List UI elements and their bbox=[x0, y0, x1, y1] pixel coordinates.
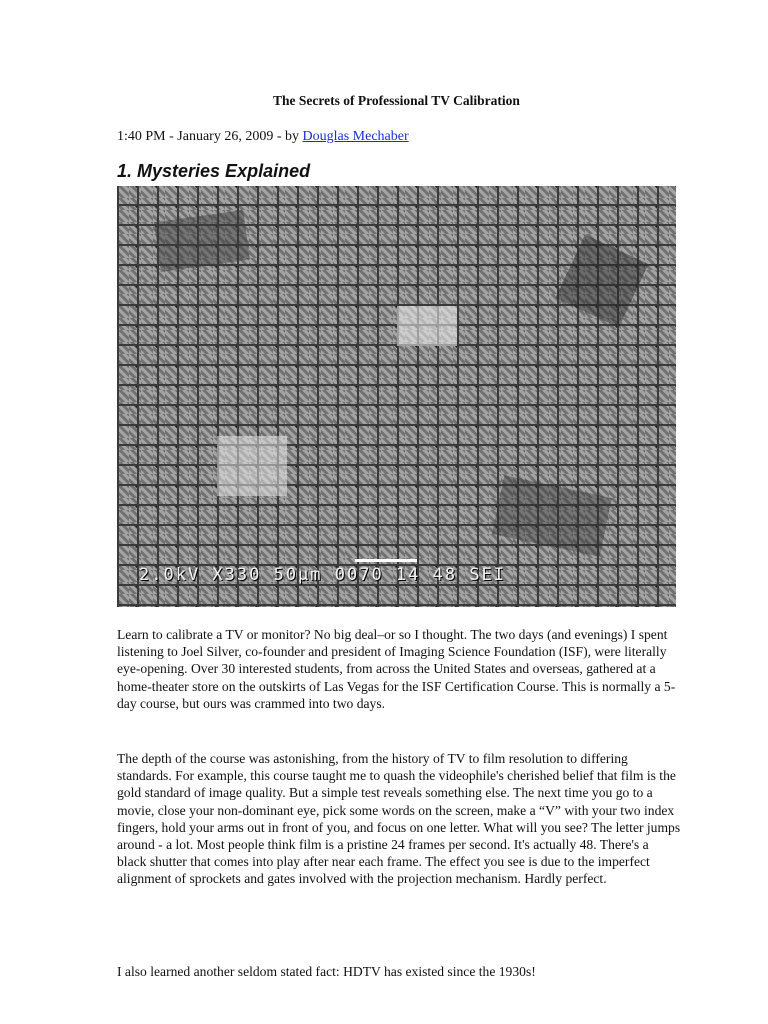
image-texture-patch bbox=[492, 475, 612, 557]
image-caption: 2.0kV X330 50µm 0070 14 48 SEI bbox=[139, 565, 507, 585]
section-heading: 1. Mysteries Explained bbox=[117, 161, 311, 181]
scale-bar bbox=[355, 559, 417, 562]
author-link[interactable]: Douglas Mechaber bbox=[302, 129, 409, 144]
image-texture-patch bbox=[217, 436, 287, 496]
paragraph-hdtv-fact: I also learned another seldom stated fact: HDTV has existed since the 1930s! bbox=[117, 964, 536, 979]
paragraph-intro: Learn to calibrate a TV or monitor? No big deal–or so I thought. The two days (and evenings) I spent listening to Joel Silver, co-founder and president of Imaging Science Foundation (ISF), were literally eye-opening. Over 30 interested students, from across the United States and overseas, gathered at a home-theater store on the outskirts of Las Vegas for the ISF Certification Course. This is normally a 5-day course, but ours was crammed into two days. bbox=[117, 627, 676, 711]
article-title: The Secrets of Professional TV Calibration bbox=[273, 93, 520, 108]
image-texture-patch bbox=[397, 306, 457, 346]
image-texture-patch bbox=[555, 234, 648, 327]
byline-datetime: 1:40 PM - January 26, 2009 - by bbox=[117, 129, 303, 144]
image-texture-patch bbox=[154, 210, 250, 272]
microscope-image bbox=[117, 186, 676, 607]
paragraph-course-depth: The depth of the course was astonishing, from the history of TV to film resolution to differing standards. For example, this course taught me to quash the videophile's cherished belief that film is the gold standard of image quality. But a simple test reveals something else. The next time you go to a movie, close your non-dominant eye, pick some words on the screen, make a “V” with your two index fingers, hold your arms out in front of you, and focus on one letter. What will you see? The letter jumps around - a lot. Most people think film is a pristine 24 frames per second. It's actually 48. There's a black shutter that comes into play after near each frame. The effect you see is due to the imperfect alignment of sprockets and gates involved with the projection mechanism. Hardly perfect. bbox=[117, 751, 681, 887]
byline bbox=[117, 129, 409, 145]
